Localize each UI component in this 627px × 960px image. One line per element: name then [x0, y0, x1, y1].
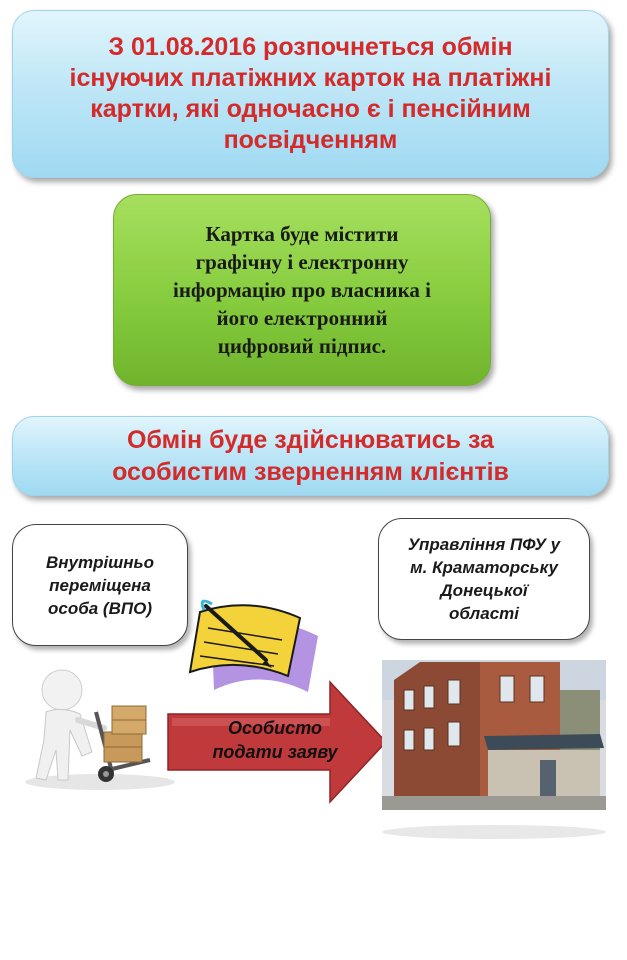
headline-line: З 01.08.2016 розпочнеться обмін	[108, 33, 513, 61]
office-line: м. Краматорську	[410, 558, 558, 577]
idp-callout	[12, 524, 188, 646]
headline-line: існуючих платіжних карток на платіжні	[69, 64, 552, 92]
office-line: області	[448, 604, 519, 623]
arrow-line: подати заяву	[212, 742, 338, 762]
info-line: інформацію про власника і	[173, 278, 431, 302]
info-line: графічну і електронну	[195, 250, 409, 274]
headline-line: картки, які одночасно є і пенсійним	[90, 95, 531, 123]
pension-office-callout	[378, 518, 590, 640]
office-line: Управління ПФУ у	[407, 535, 561, 554]
idp-line: особа (ВПО)	[48, 598, 152, 618]
office-line: Донецької	[440, 581, 528, 600]
exchange-line: особистим зверненням клієнтів	[112, 458, 509, 486]
info-line: Картка буде містити	[205, 222, 399, 246]
document-pen-icon	[190, 601, 318, 692]
info-line: його електронний	[216, 306, 388, 330]
building-photo	[382, 660, 606, 839]
arrow-line: Особисто	[228, 718, 322, 738]
person-with-cart-icon	[25, 670, 175, 790]
submit-application-label	[175, 716, 375, 764]
headline-line: посвідченням	[223, 126, 398, 154]
idp-line: Внутрішньо	[45, 552, 155, 572]
info-line: цифровий підпис.	[217, 334, 387, 358]
idp-line: переміщена	[49, 575, 151, 595]
exchange-line: Обмін буде здійснюватись за	[127, 426, 494, 454]
